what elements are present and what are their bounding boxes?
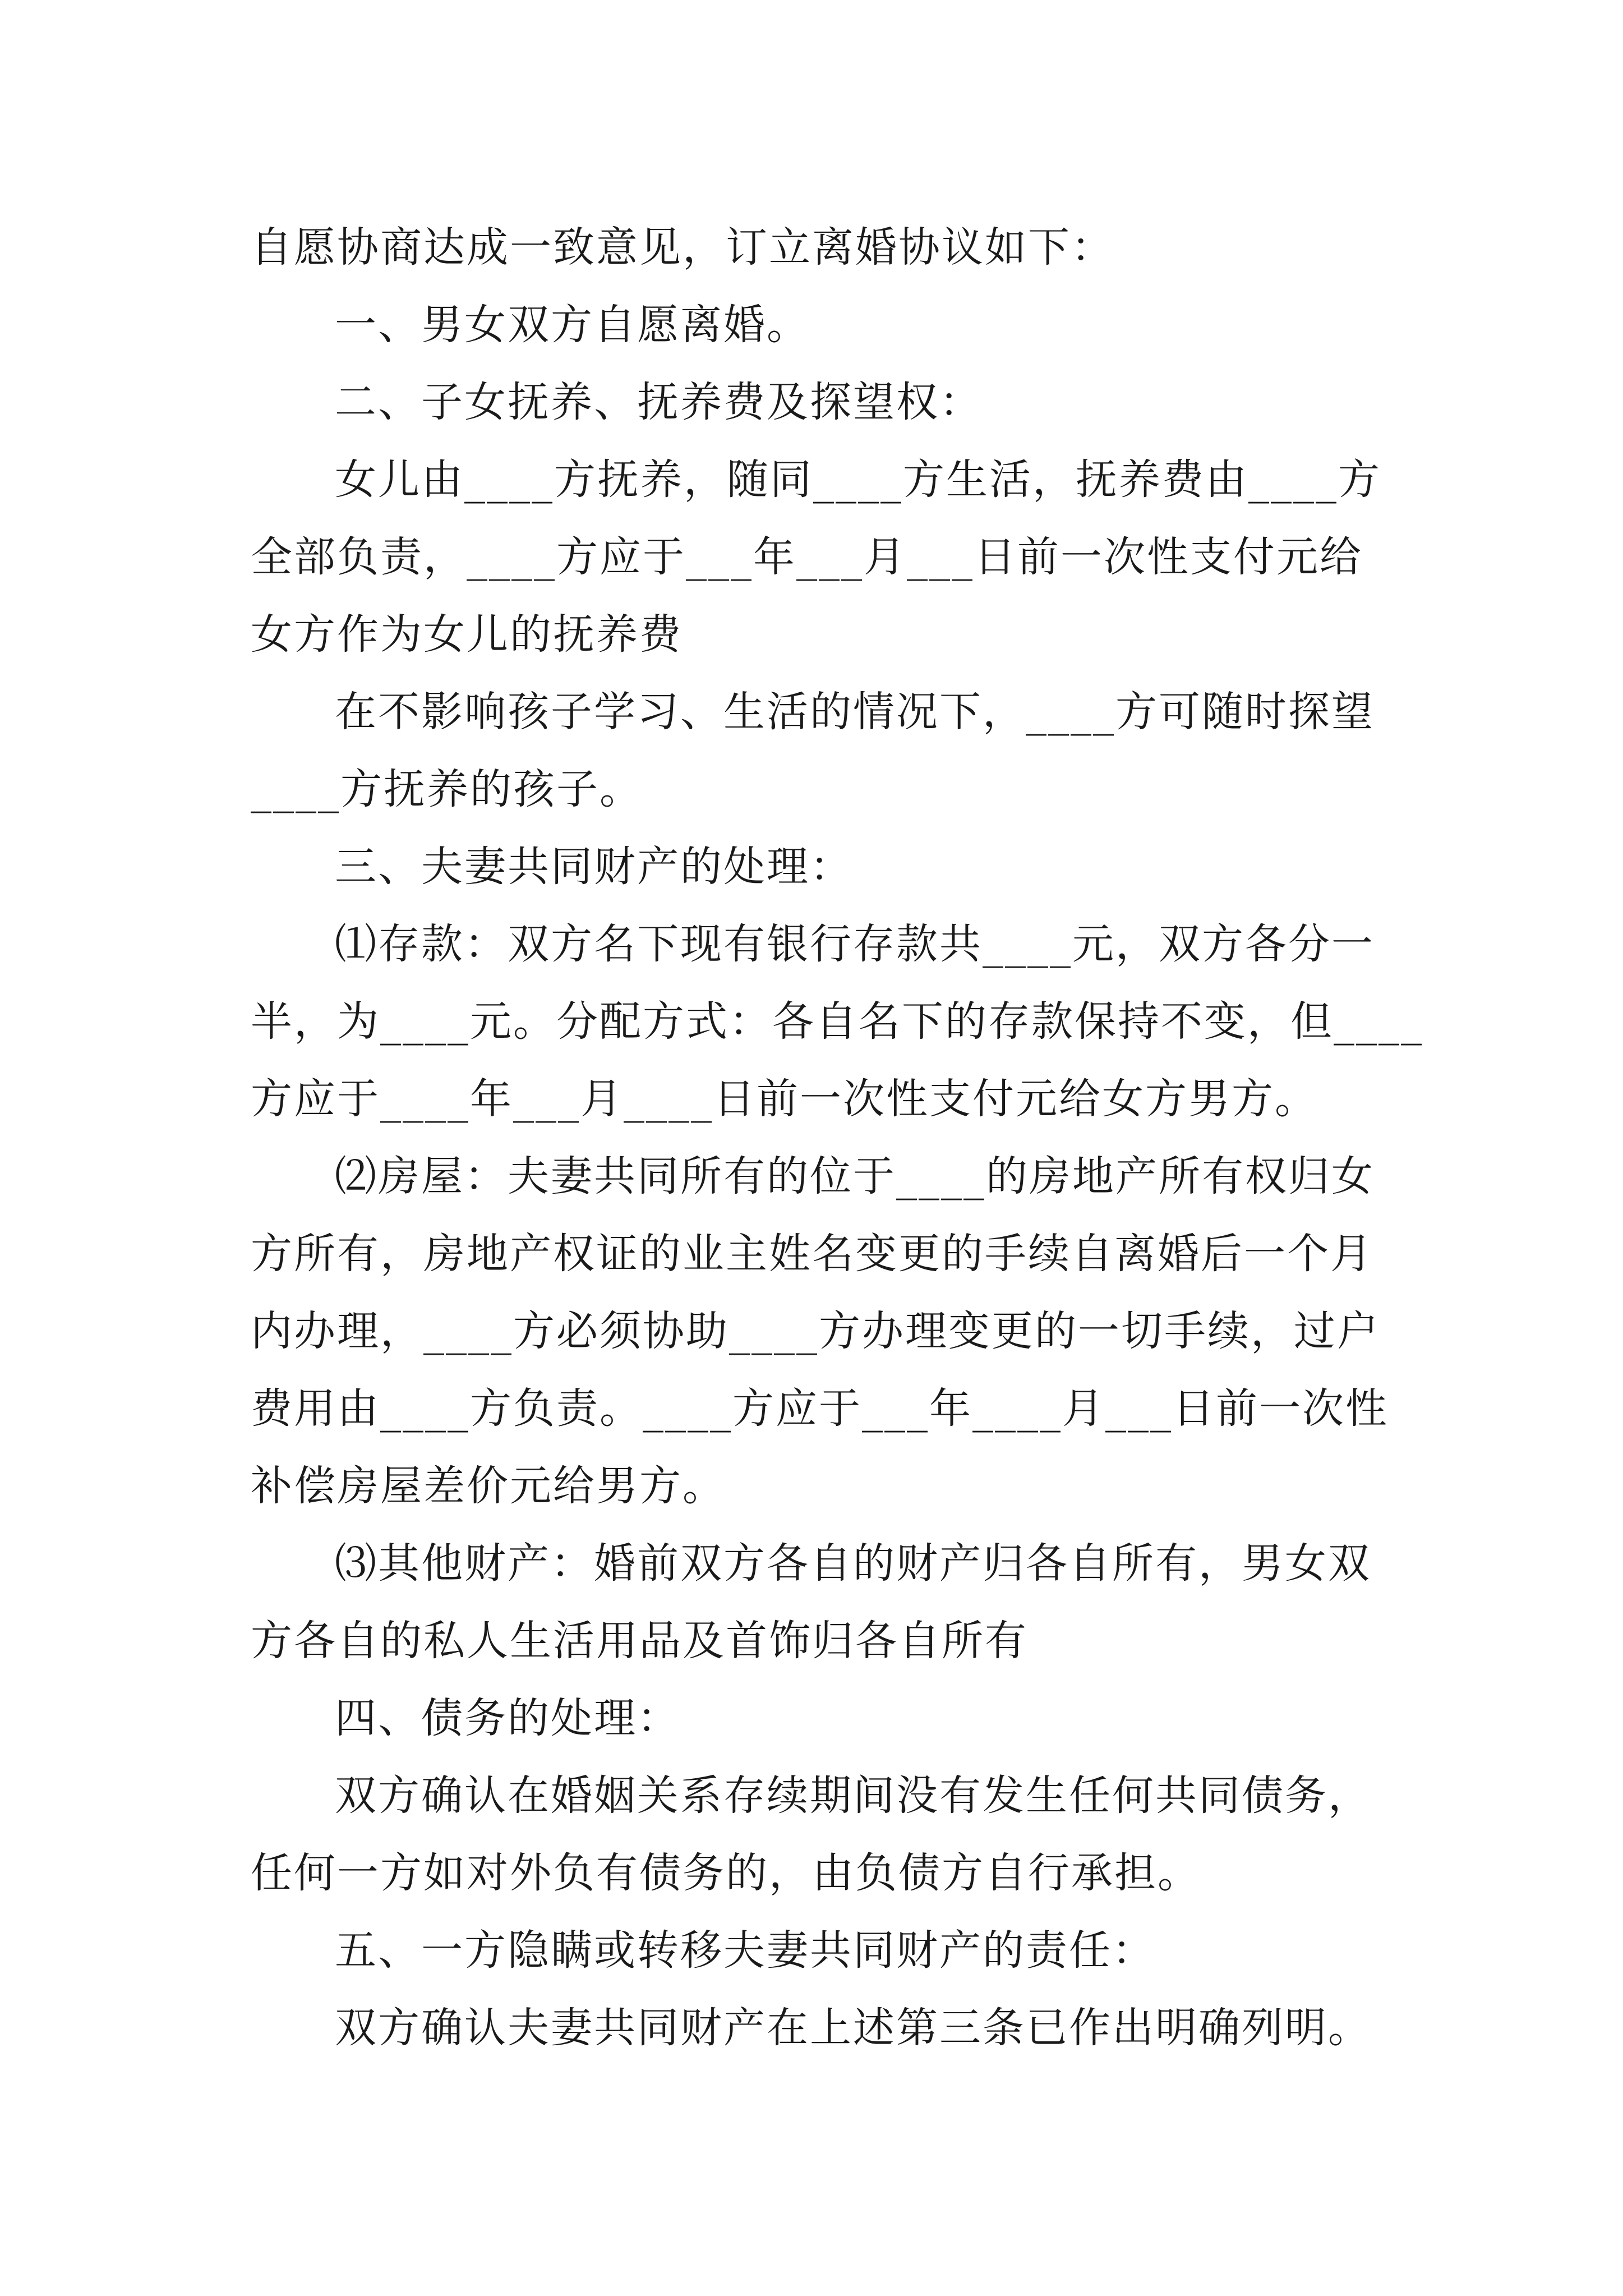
text-line: 二、子女抚养、抚养费及探望权： (335, 378, 983, 426)
text-line: 在不影响孩子学习、生活的情况下，____方可随时探望 (335, 688, 1375, 736)
text-line: 双方确认在婚姻关系存续期间没有发生任何共同债务， (335, 1772, 1371, 1820)
text-line: 女方作为女儿的抚养费 (251, 610, 683, 659)
text-line: 费用由____方负责。____方应于___年____月___日前一次性 (251, 1384, 1389, 1433)
text-line: 补偿房屋差价元给男方。 (251, 1462, 726, 1510)
text-line: 半，为____元。分配方式：各自名下的存款保持不变，但____ (251, 997, 1423, 1046)
text-line: 双方确认夫妻共同财产在上述第三条已作出明确列明。 (335, 2004, 1371, 2052)
text-line: 自愿协商达成一致意见，订立离婚协议如下： (251, 223, 1114, 272)
text-line: 全部负责，____方应于___年___月___日前一次性支付元给 (251, 533, 1363, 581)
text-line: 女儿由____方抚养，随同____方生活，抚养费由____方 (335, 455, 1381, 504)
text-line: ⑵房屋：夫妻共同所有的位于____的房地产所有权归女 (335, 1152, 1375, 1200)
text-line: 方所有，房地产权证的业主姓名变更的手续自离婚后一个月 (251, 1230, 1373, 1278)
text-line: 任何一方如对外负有债务的，由负债方自行承担。 (251, 1849, 1201, 1897)
text-line: 一、男女双方自愿离婚。 (335, 301, 810, 349)
text-line: ⑴存款：双方名下现有银行存款共____元，双方各分一 (335, 920, 1375, 968)
text-line: 方应于____年___月____日前一次性支付元给女方男方。 (251, 1075, 1318, 1123)
text-line: 五、一方隐瞒或转移夫妻共同财产的责任： (335, 1926, 1155, 1975)
text-line: 内办理，____方必须协助____方办理变更的一切手续，过户 (251, 1307, 1380, 1355)
text-line: 三、夫妻共同财产的处理： (335, 843, 853, 891)
text-line: ⑶其他财产：婚前双方各自的财产归各自所有，男女双 (335, 1539, 1371, 1588)
text-line: 四、债务的处理： (335, 1694, 680, 1742)
agreement-text (251, 209, 1423, 2067)
text-line: ____方抚养的孩子。 (251, 765, 643, 813)
text-line: 方各自的私人生活用品及首饰归各自所有 (251, 1617, 1028, 1665)
